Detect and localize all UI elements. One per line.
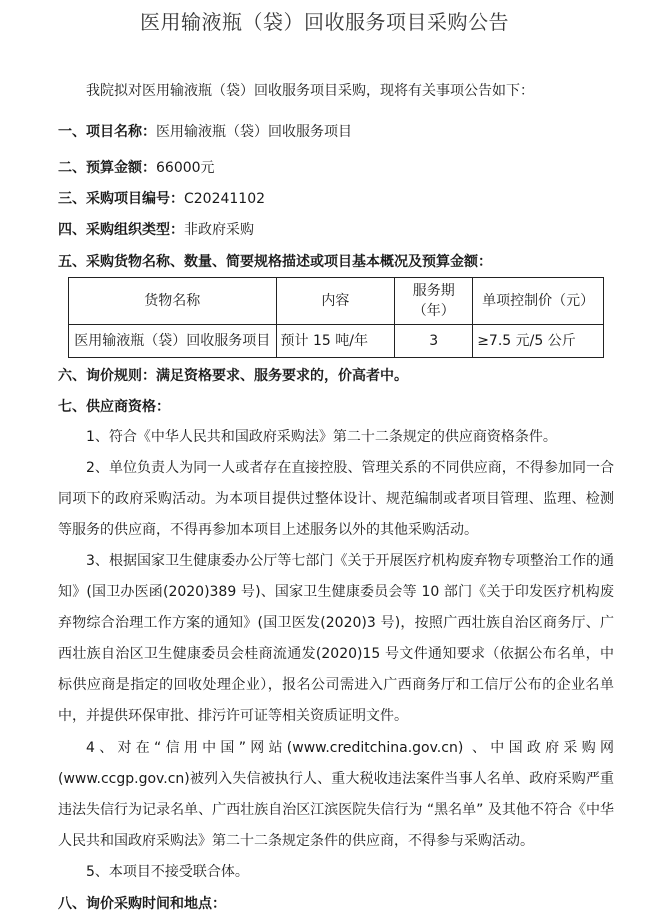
section-project-name bbox=[58, 122, 352, 142]
section-inquiry-time-place: 八、询价采购时间和地点： bbox=[58, 896, 226, 912]
section-supplier-qualifications: 七、供应商资格： bbox=[58, 399, 170, 415]
table-cell: 3 bbox=[395, 325, 473, 358]
table-cell: ≥7.5 元/5 公斤 bbox=[473, 325, 604, 358]
table-header-cell: 内容 bbox=[276, 278, 395, 325]
table-header-cell: 服务期（年） bbox=[395, 278, 473, 325]
qualification-item-1: 1、符合《中华人民共和国政府采购法》第二十二条规定的供应商资格条件。 bbox=[86, 429, 557, 445]
section-label: 一、项目名称： bbox=[58, 124, 156, 140]
intro-text: 我院拟对医用输液瓶（袋）回收服务项目采购，现将有关事项公告如下： bbox=[86, 83, 534, 99]
project-name-value: 医用输液瓶（袋）回收服务项目 bbox=[156, 124, 352, 140]
section-budget bbox=[58, 158, 215, 178]
table-header-cell: 货物名称 bbox=[69, 278, 277, 325]
table-cell: 医用输液瓶（袋）回收服务项目 bbox=[69, 325, 277, 358]
section-goods-description: 五、采购货物名称、数量、简要规格描述或项目基本概况及预算金额： bbox=[58, 254, 492, 270]
section-inquiry-rules: 六、询价规则：满足资格要求、服务要求的，价高者中。 bbox=[58, 368, 408, 384]
table-cell: 预计 15 吨/年 bbox=[276, 325, 395, 358]
section-org-type bbox=[58, 220, 254, 240]
section-project-number bbox=[58, 189, 265, 209]
org-type-value: 非政府采购 bbox=[184, 222, 254, 238]
page-title: 医用输液瓶（袋）回收服务项目采购公告 bbox=[140, 10, 509, 34]
budget-value: 66000元 bbox=[156, 160, 215, 176]
section-label: 二、预算金额： bbox=[58, 160, 156, 176]
project-number-value: C20241102 bbox=[184, 191, 266, 207]
qualification-item-2: 2、单位负责人为同一人或者存在直接控股、管理关系的不同供应商，不得参加同一合同项下的政府采购活动。为本项目提供过整体设计、规范编制或者项目管理、监理、检测等服务的供应商，不得再参加本项目上述服务以外的其他采购活动。 bbox=[58, 460, 614, 538]
qualification-item-4: 4、对在“信用中国”网站(www.creditchina.gov.cn) 、中国政府采购网(www.ccgp.gov.cn)被列入失信被执行人、重大税收违法案件当事人名单、政府采购严重违法失信行为记录名单、广西壮族自治区江滨医院失信行为 “黑名单” 及其他不符合《中华人民共和国政府采购法》第二十二条规定条件的供应商，不得参与采购活动。 bbox=[58, 740, 614, 849]
section-label: 四、采购组织类型： bbox=[58, 222, 184, 238]
qualification-item-3: 3、根据国家卫生健康委办公厅等七部门《关于开展医疗机构废弃物专项整治工作的通知》(国卫办医函(2020)389 号)、国家卫生健康委员会等 10 部门《关于印发医疗机构废弃物综合治理工作方案的通知》(国卫医发(2020)3 号)，按照广西壮族自治区商务厅、广西壮族自治区卫生健康委员会桂商流通发(2020)15 号文件通知要求（依据公布名单，中标供应商是指定的回收处理企业），报名公司需进入广西商务厅和工信厅公布的企业名单中，并提供环保审批、排污许可证等相关资质证明文件。 bbox=[58, 553, 614, 724]
table-row bbox=[69, 325, 604, 358]
goods-table bbox=[68, 277, 604, 358]
table-header-row bbox=[69, 278, 604, 325]
qualification-item-5: 5、本项目不接受联合体。 bbox=[86, 864, 249, 880]
table-header-cell: 单项控制价（元） bbox=[473, 278, 604, 325]
section-label: 三、采购项目编号： bbox=[58, 191, 184, 207]
